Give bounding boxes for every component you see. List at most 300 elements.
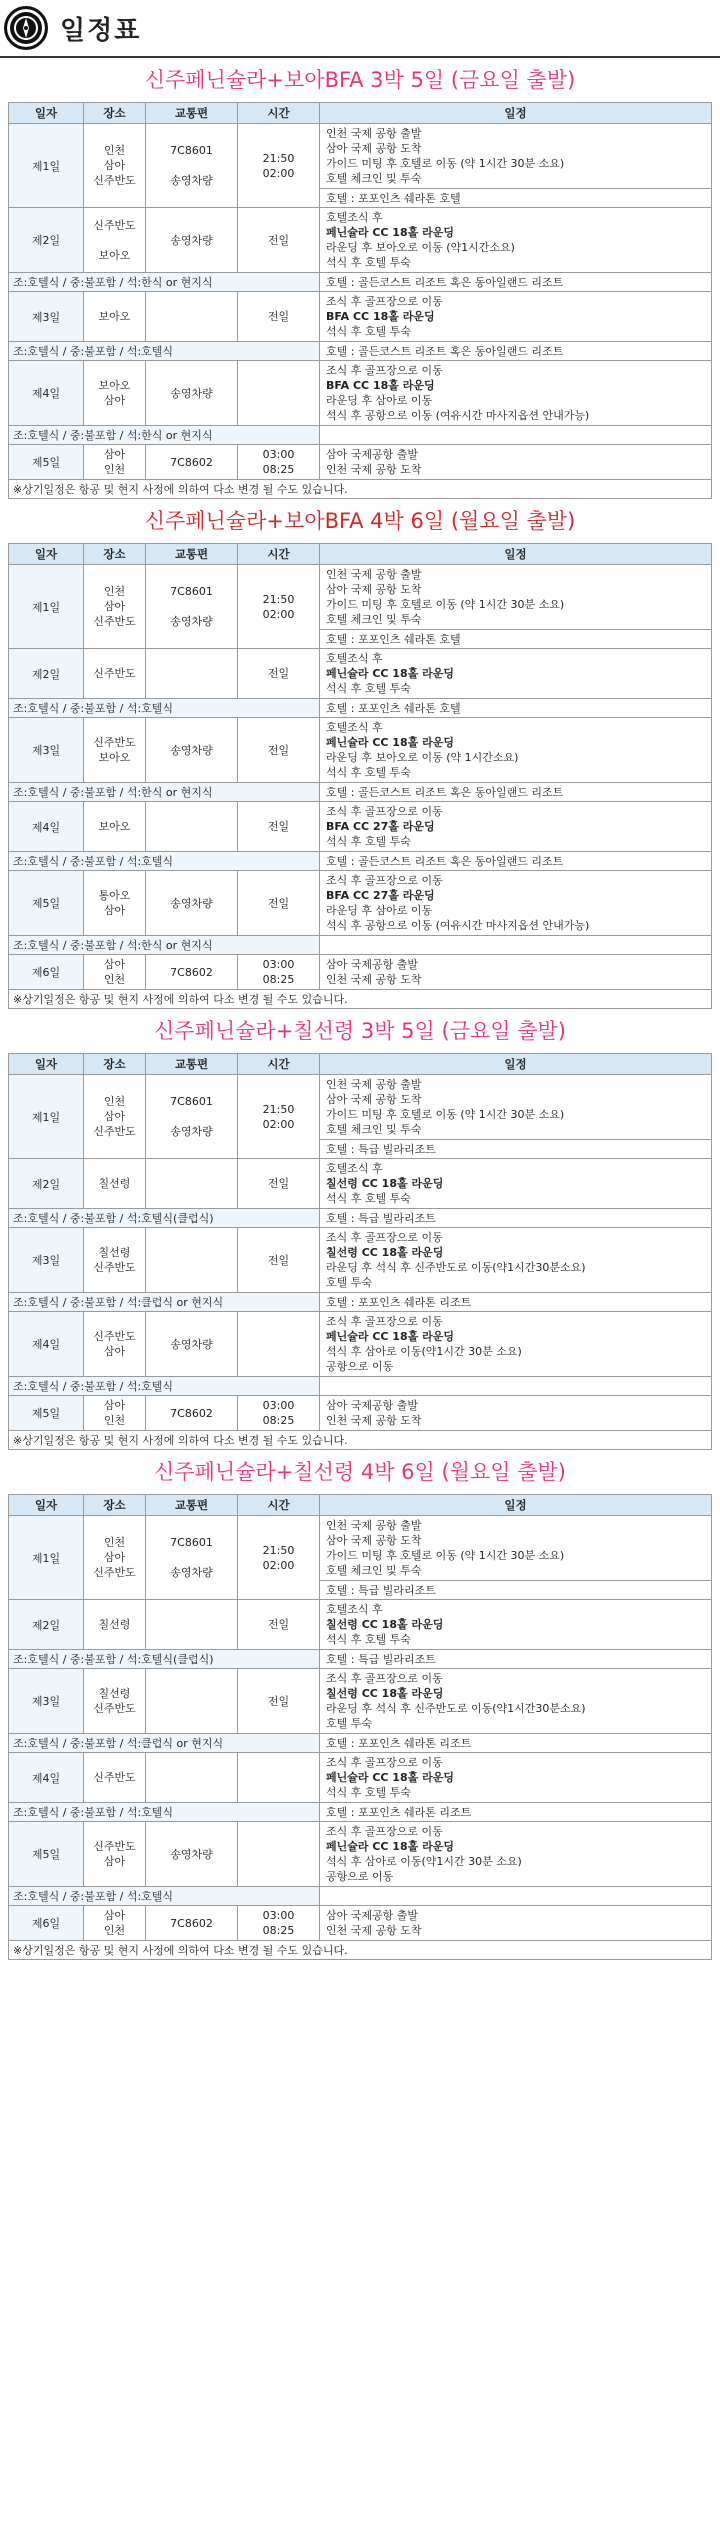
day-label: 제1일 [9,565,84,649]
day-label: 제5일 [9,1822,84,1887]
place-cell-line: 인천 [103,463,126,476]
itinerary-cell [320,1312,712,1377]
day-label: 제1일 [9,1075,84,1159]
itinerary-cell [320,1159,712,1209]
transport-cell [146,718,238,783]
itinerary-line: 석식 후 삼아로 이동(약1시간 30분 소요) [326,1855,522,1868]
itinerary-line: BFA CC 18홀 라운딩 [326,379,435,392]
day-label: 제6일 [9,955,84,990]
itinerary-line: 가이드 미팅 후 호텔로 이동 (약 1시간 30분 소요) [326,1108,565,1121]
itinerary-cell [320,955,712,990]
time-cell [238,1516,320,1600]
itinerary-cell [320,802,712,852]
table-row [9,1312,712,1377]
transport-cell-line: 7C8601 [170,1536,213,1549]
place-cell [84,361,146,426]
itinerary-line: BFA CC 27홀 라운딩 [326,889,435,902]
itinerary-line: 삼아 국제공항 출발 [326,1909,419,1922]
meal-row [9,1887,712,1906]
transport-cell [146,565,238,649]
itinerary-line: 인천 국제 공항 출발 [326,127,422,140]
time-cell [238,649,320,699]
hotel-info [320,1377,712,1396]
itinerary-line: 인천 국제 공항 출발 [326,568,422,581]
time-cell-line: 전일 [267,1177,290,1190]
column-header: 일자 [9,544,84,565]
time-cell [238,1228,320,1293]
itinerary-line: 라운딩 후 삼아로 이동 [326,904,433,917]
time-cell-line: 21:50 [262,592,295,606]
place-cell-line: 삼아 [103,600,126,613]
table-row [9,871,712,936]
itinerary-line: 인천 국제 공항 도착 [326,463,422,476]
meal-info: 조:호텔식 / 중:불포함 / 석:호텔식(클럽식) [9,1650,320,1669]
hotel-info: 호텔 : 포포인츠 쉐라톤 호텔 [320,189,712,208]
hotel-info: 호텔 : 포포인츠 쉐라톤 리조트 [320,1803,712,1822]
hotel-info: 호텔 : 골든코스트 리조트 혹은 동아일랜드 리조트 [320,273,712,292]
itinerary-line: 석식 후 호텔 투숙 [326,325,411,338]
day-label: 제6일 [9,1906,84,1941]
place-cell-line: 삼아 [103,1345,126,1358]
column-header: 장소 [84,544,146,565]
itinerary-line: 칠선령 CC 18홀 라운딩 [326,1177,444,1190]
place-cell-line: 신주반도 [93,615,136,628]
column-header: 시간 [238,1054,320,1075]
transport-cell-line: 송영차량 [170,1566,213,1579]
meal-row [9,699,712,718]
time-cell [238,1753,320,1803]
place-cell-line: 삼아 [103,904,126,917]
time-cell-line [238,1770,319,1785]
page-title: 일정표 [60,15,142,46]
transport-cell [146,1753,238,1803]
itinerary-line: 석식 후 호텔 투숙 [326,256,411,269]
schedule-note: ※상기일정은 항공 및 현지 사정에 의하여 다소 변경 될 수도 있습니다. [9,1941,712,1960]
transport-cell-line [146,1550,237,1565]
hotel-info: 호텔 : 골든코스트 리조트 혹은 동아일랜드 리조트 [320,852,712,871]
time-cell-line: 02:00 [262,607,295,621]
column-header: 시간 [238,1495,320,1516]
itinerary-line: 호텔조식 후 [326,1162,383,1175]
itinerary-line: 페닌슐라 CC 18홀 라운딩 [326,667,454,680]
schedule-note: ※상기일정은 항공 및 현지 사정에 의하여 다소 변경 될 수도 있습니다. [9,1431,712,1450]
day-label: 제2일 [9,1600,84,1650]
time-cell [238,802,320,852]
place-cell-line: 보아오 [98,751,131,764]
column-header: 교통편 [146,544,238,565]
meal-info: 조:호텔식 / 중:불포함 / 석:호텔식 [9,1377,320,1396]
table-header-row [9,1054,712,1075]
time-cell-line: 전일 [267,233,290,247]
transport-cell-line [146,1694,237,1709]
place-cell [84,802,146,852]
itinerary-cell [320,1228,712,1293]
time-cell [238,1669,320,1734]
meal-row [9,426,712,445]
place-cell-line: 보아오 [98,820,131,833]
time-cell [238,1822,320,1887]
transport-cell-line: 7C8602 [170,1406,213,1420]
transport-cell-line: 송영차량 [170,1337,213,1351]
place-cell-line: 삼아 [103,1909,126,1922]
meal-row [9,1734,712,1753]
day-label: 제2일 [9,649,84,699]
time-cell-line: 21:50 [262,1543,295,1557]
itinerary-table [8,102,712,499]
transport-cell [146,955,238,990]
table-header-row [9,1495,712,1516]
place-cell-line: 신주반도 [93,1566,136,1579]
place-cell [84,718,146,783]
place-cell-line: 삼아 [103,448,126,461]
itinerary-line: 인천 국제 공항 출발 [326,1078,422,1091]
itinerary-line: 라운딩 후 삼아로 이동 [326,394,433,407]
itinerary-line: 호텔 체크인 및 투숙 [326,1564,422,1577]
transport-cell [146,1075,238,1159]
time-cell [238,955,320,990]
time-cell [238,1906,320,1941]
transport-cell [146,208,238,273]
day-label: 제4일 [9,1753,84,1803]
time-cell [238,292,320,342]
itinerary-line: 호텔 체크인 및 투숙 [326,1123,422,1136]
itinerary-table [8,1053,712,1450]
meal-row [9,783,712,802]
time-cell-line: 전일 [267,1618,290,1631]
itinerary-cell [320,718,712,783]
place-cell [84,1753,146,1803]
meal-row [9,1293,712,1312]
place-cell-line: 칠선령 [98,1177,131,1190]
itinerary-line: 석식 후 호텔 투숙 [326,682,411,695]
transport-cell-line: 7C8602 [170,1916,213,1930]
section-title: 신주페닌슐라+칠선령 3박 5일 (금요일 출발) [154,1019,566,1043]
transport-cell-line: 송영차량 [170,615,213,628]
meal-info: 조:호텔식 / 중:불포함 / 석:호텔식(클럽식) [9,1209,320,1228]
itinerary-line: 인천 국제 공항 도착 [326,973,422,986]
place-cell [84,1312,146,1377]
place-cell [84,1822,146,1887]
place-cell-line: 인천 [103,973,126,986]
time-cell-line [238,1847,319,1862]
itinerary-line: 석식 후 호텔 투숙 [326,766,411,779]
schedule-section [0,58,720,499]
column-header: 일정 [320,1495,712,1516]
place-cell-line: 칠선령 [98,1687,131,1700]
place-cell-line: 인천 [103,585,126,598]
transport-cell-line: 송영차량 [170,174,213,187]
meal-row [9,1209,712,1228]
time-cell-line: 전일 [267,743,290,757]
itinerary-line: 삼아 국제 공항 도착 [326,1093,422,1106]
place-cell [84,124,146,208]
place-cell-line: 칠선령 [98,1618,131,1631]
place-cell-line: 신주반도 [93,1702,136,1715]
transport-cell [146,1396,238,1431]
place-cell-line: 신주반도 [93,218,136,232]
table-row [9,1396,712,1431]
place-cell-line: 인천 [103,1924,126,1937]
itinerary-cell [320,124,712,189]
meal-info: 조:호텔식 / 중:불포함 / 석:클럽식 or 현지식 [9,1293,320,1312]
table-row [9,1822,712,1887]
column-header: 일정 [320,103,712,124]
itinerary-line: 페닌슐라 CC 18홀 라운딩 [326,1330,454,1343]
transport-cell-line [146,1176,237,1191]
place-cell-line: 인천 [103,1414,126,1427]
hotel-info: 호텔 : 특급 빌라리조트 [320,1209,712,1228]
itinerary-line: 삼아 국제 공항 도착 [326,1534,422,1547]
meal-row [9,273,712,292]
time-cell-line: 02:00 [262,1558,295,1572]
itinerary-line: 호텔조식 후 [326,1603,383,1616]
itinerary-line: 호텔 체크인 및 투숙 [326,613,422,626]
time-cell-line: 전일 [267,1253,290,1267]
transport-cell-line: 송영차량 [170,1125,213,1138]
place-cell-line: 신주반도 [93,174,136,187]
hotel-info: 호텔 : 포포인츠 쉐라톤 리조트 [320,1734,712,1753]
time-cell [238,124,320,208]
schedule-section [0,1009,720,1450]
time-cell-line: 08:25 [262,463,295,476]
itinerary-line: 삼아 국제공항 출발 [326,958,419,971]
place-cell [84,1075,146,1159]
transport-cell-line [146,819,237,834]
hotel-info [320,1887,712,1906]
column-header: 일자 [9,103,84,124]
itinerary-line: 석식 후 호텔 투숙 [326,1633,411,1646]
page-header [0,0,720,58]
place-cell [84,208,146,273]
itinerary-line: 페닌슐라 CC 18홀 라운딩 [326,226,454,239]
table-row [9,1906,712,1941]
itinerary-line: 가이드 미팅 후 호텔로 이동 (약 1시간 30분 소요) [326,1549,565,1562]
itinerary-line: BFA CC 18홀 라운딩 [326,310,435,323]
table-row [9,718,712,783]
itinerary-line: 호텔조식 후 [326,652,383,665]
column-header: 장소 [84,1054,146,1075]
itinerary-line: 칠선령 CC 18홀 라운딩 [326,1246,444,1259]
column-header: 일자 [9,1495,84,1516]
day-label: 제3일 [9,292,84,342]
place-cell-line: 삼아 [103,159,126,172]
place-cell-line: 삼아 [103,1855,126,1868]
day-label: 제3일 [9,1669,84,1734]
transport-cell-line [146,1109,237,1124]
note-row [9,1941,712,1960]
itinerary-line: 페닌슐라 CC 18홀 라운딩 [326,736,454,749]
itinerary-cell [320,1396,712,1431]
meal-info: 조:호텔식 / 중:불포함 / 석:호텔식 [9,1803,320,1822]
time-cell [238,1159,320,1209]
place-cell-line: 삼아 [103,1110,126,1123]
transport-cell [146,124,238,208]
transport-cell [146,802,238,852]
column-header: 일정 [320,544,712,565]
place-cell-line: 신주반도 [93,667,136,680]
schedule-sections [0,58,720,1960]
itinerary-line: 칠선령 CC 18홀 라운딩 [326,1618,444,1631]
place-cell [84,445,146,480]
table-row [9,649,712,699]
meal-row [9,852,712,871]
table-row [9,208,712,273]
itinerary-cell [320,208,712,273]
column-header: 장소 [84,1495,146,1516]
itinerary-line: 인천 국제 공항 출발 [326,1519,422,1532]
place-cell [84,1906,146,1941]
table-header-row [9,103,712,124]
place-cell-line: 삼아 [103,1551,126,1564]
transport-cell-line [146,1770,237,1785]
place-cell [84,649,146,699]
itinerary-line: 호텔조식 후 [326,721,383,734]
transport-cell-line: 송영차량 [170,743,213,757]
table-row [9,1075,712,1140]
place-cell-line: 신주반도 [93,1771,136,1784]
place-cell-line: 삼아 [103,1399,126,1412]
compass-logo-icon [4,6,48,50]
day-label: 제4일 [9,1312,84,1377]
itinerary-cell [320,1753,712,1803]
meal-info: 조:호텔식 / 중:불포함 / 석:호텔식 [9,852,320,871]
schedule-section [0,1450,720,1960]
itinerary-cell [320,1822,712,1887]
transport-cell-line [146,158,237,173]
transport-cell-line [146,1617,237,1632]
itinerary-cell [320,565,712,630]
day-label: 제5일 [9,445,84,480]
place-cell [84,1396,146,1431]
day-label: 제1일 [9,1516,84,1600]
hotel-info: 호텔 : 골든코스트 리조트 혹은 동아일랜드 리조트 [320,342,712,361]
table-row [9,565,712,630]
table-row [9,292,712,342]
itinerary-line: 조식 후 골프장으로 이동 [326,805,443,818]
time-cell-line: 08:25 [262,973,295,986]
itinerary-line: 라운딩 후 보아오로 이동 (약 1시간소요) [326,751,519,764]
itinerary-line: 조식 후 골프장으로 이동 [326,1672,443,1685]
itinerary-line: 조식 후 골프장으로 이동 [326,364,443,377]
meal-info: 조:호텔식 / 중:불포함 / 석:한식 or 현지식 [9,783,320,802]
transport-cell [146,1669,238,1734]
day-label: 제4일 [9,361,84,426]
transport-cell [146,1600,238,1650]
column-header: 교통편 [146,103,238,124]
note-row [9,990,712,1009]
time-cell-line [238,386,319,401]
transport-cell-line [146,666,237,681]
place-cell-line: 칠선령 [98,1246,131,1259]
place-cell [84,1669,146,1734]
meal-row [9,1803,712,1822]
day-label: 제3일 [9,718,84,783]
itinerary-line: 석식 후 삼아로 이동(약1시간 30분 소요) [326,1345,522,1358]
day-label: 제2일 [9,1159,84,1209]
hotel-info [320,426,712,445]
place-cell-line: 통아오 [98,889,131,902]
meal-info: 조:호텔식 / 중:불포함 / 석:호텔식 [9,1887,320,1906]
transport-cell [146,361,238,426]
time-cell-line: 03:00 [262,1399,295,1412]
time-cell [238,361,320,426]
itinerary-line: 가이드 미팅 후 호텔로 이동 (약 1시간 30분 소요) [326,157,565,170]
column-header: 일자 [9,1054,84,1075]
itinerary-line: 조식 후 골프장으로 이동 [326,1756,443,1769]
itinerary-line: 페닌슐라 CC 18홀 라운딩 [326,1771,454,1784]
note-row [9,1431,712,1450]
place-cell-line: 인천 [103,144,126,157]
place-cell-line [84,233,145,248]
itinerary-line: 석식 후 공항으로 이동 (여유시간 마사지옵션 안내가능) [326,919,590,932]
meal-row [9,1650,712,1669]
transport-cell-line: 송영차량 [170,896,213,910]
column-header: 교통편 [146,1054,238,1075]
time-cell [238,1600,320,1650]
day-label: 제2일 [9,208,84,273]
schedule-note: ※상기일정은 항공 및 현지 사정에 의하여 다소 변경 될 수도 있습니다. [9,990,712,1009]
table-row [9,124,712,189]
place-cell-line: 신주반도 [93,1840,136,1853]
itinerary-line: 조식 후 골프장으로 이동 [326,874,443,887]
table-row [9,955,712,990]
place-cell-line: 인천 [103,1536,126,1549]
schedule-section [0,499,720,1009]
time-cell-line: 08:25 [262,1924,295,1937]
meal-info: 조:호텔식 / 중:불포함 / 석:한식 or 현지식 [9,936,320,955]
transport-cell-line [146,599,237,614]
transport-cell [146,871,238,936]
transport-cell-line: 7C8601 [170,585,213,598]
table-row [9,1228,712,1293]
hotel-info: 호텔 : 특급 빌라리조트 [320,1581,712,1600]
itinerary-cell [320,1516,712,1581]
section-title: 신주페닌슐라+보아BFA 3박 5일 (금요일 출발) [144,68,576,92]
itinerary-line: 공항으로 이동 [326,1870,394,1883]
hotel-info: 호텔 : 골든코스트 리조트 혹은 동아일랜드 리조트 [320,783,712,802]
transport-cell [146,1159,238,1209]
column-header: 장소 [84,103,146,124]
itinerary-cell [320,361,712,426]
itinerary-line: 석식 후 공항으로 이동 (여유시간 마사지옵션 안내가능) [326,409,590,422]
time-cell-line: 03:00 [262,448,295,461]
day-label: 제4일 [9,802,84,852]
time-cell-line: 21:50 [262,151,295,165]
table-row [9,1516,712,1581]
transport-cell-line: 7C8602 [170,965,213,979]
transport-cell [146,1312,238,1377]
itinerary-cell [320,1669,712,1734]
place-cell-line: 보아오 [98,379,131,392]
hotel-info: 호텔 : 특급 빌라리조트 [320,1650,712,1669]
place-cell [84,1228,146,1293]
time-cell-line: 전일 [267,310,290,323]
time-cell [238,208,320,273]
itinerary-cell [320,871,712,936]
itinerary-line: 칠선령 CC 18홀 라운딩 [326,1687,444,1700]
hotel-info: 호텔 : 포포인츠 쉐라톤 호텔 [320,630,712,649]
column-header: 시간 [238,103,320,124]
itinerary-line: 인천 국제 공항 도착 [326,1924,422,1937]
itinerary-line: 조식 후 골프장으로 이동 [326,1315,443,1328]
itinerary-line: 삼아 국제 공항 도착 [326,142,422,155]
meal-row [9,936,712,955]
time-cell-line: 전일 [267,667,290,680]
transport-cell [146,649,238,699]
itinerary-line: BFA CC 27홀 라운딩 [326,820,435,833]
schedule-note: ※상기일정은 항공 및 현지 사정에 의하여 다소 변경 될 수도 있습니다. [9,480,712,499]
transport-cell-line [146,309,237,324]
